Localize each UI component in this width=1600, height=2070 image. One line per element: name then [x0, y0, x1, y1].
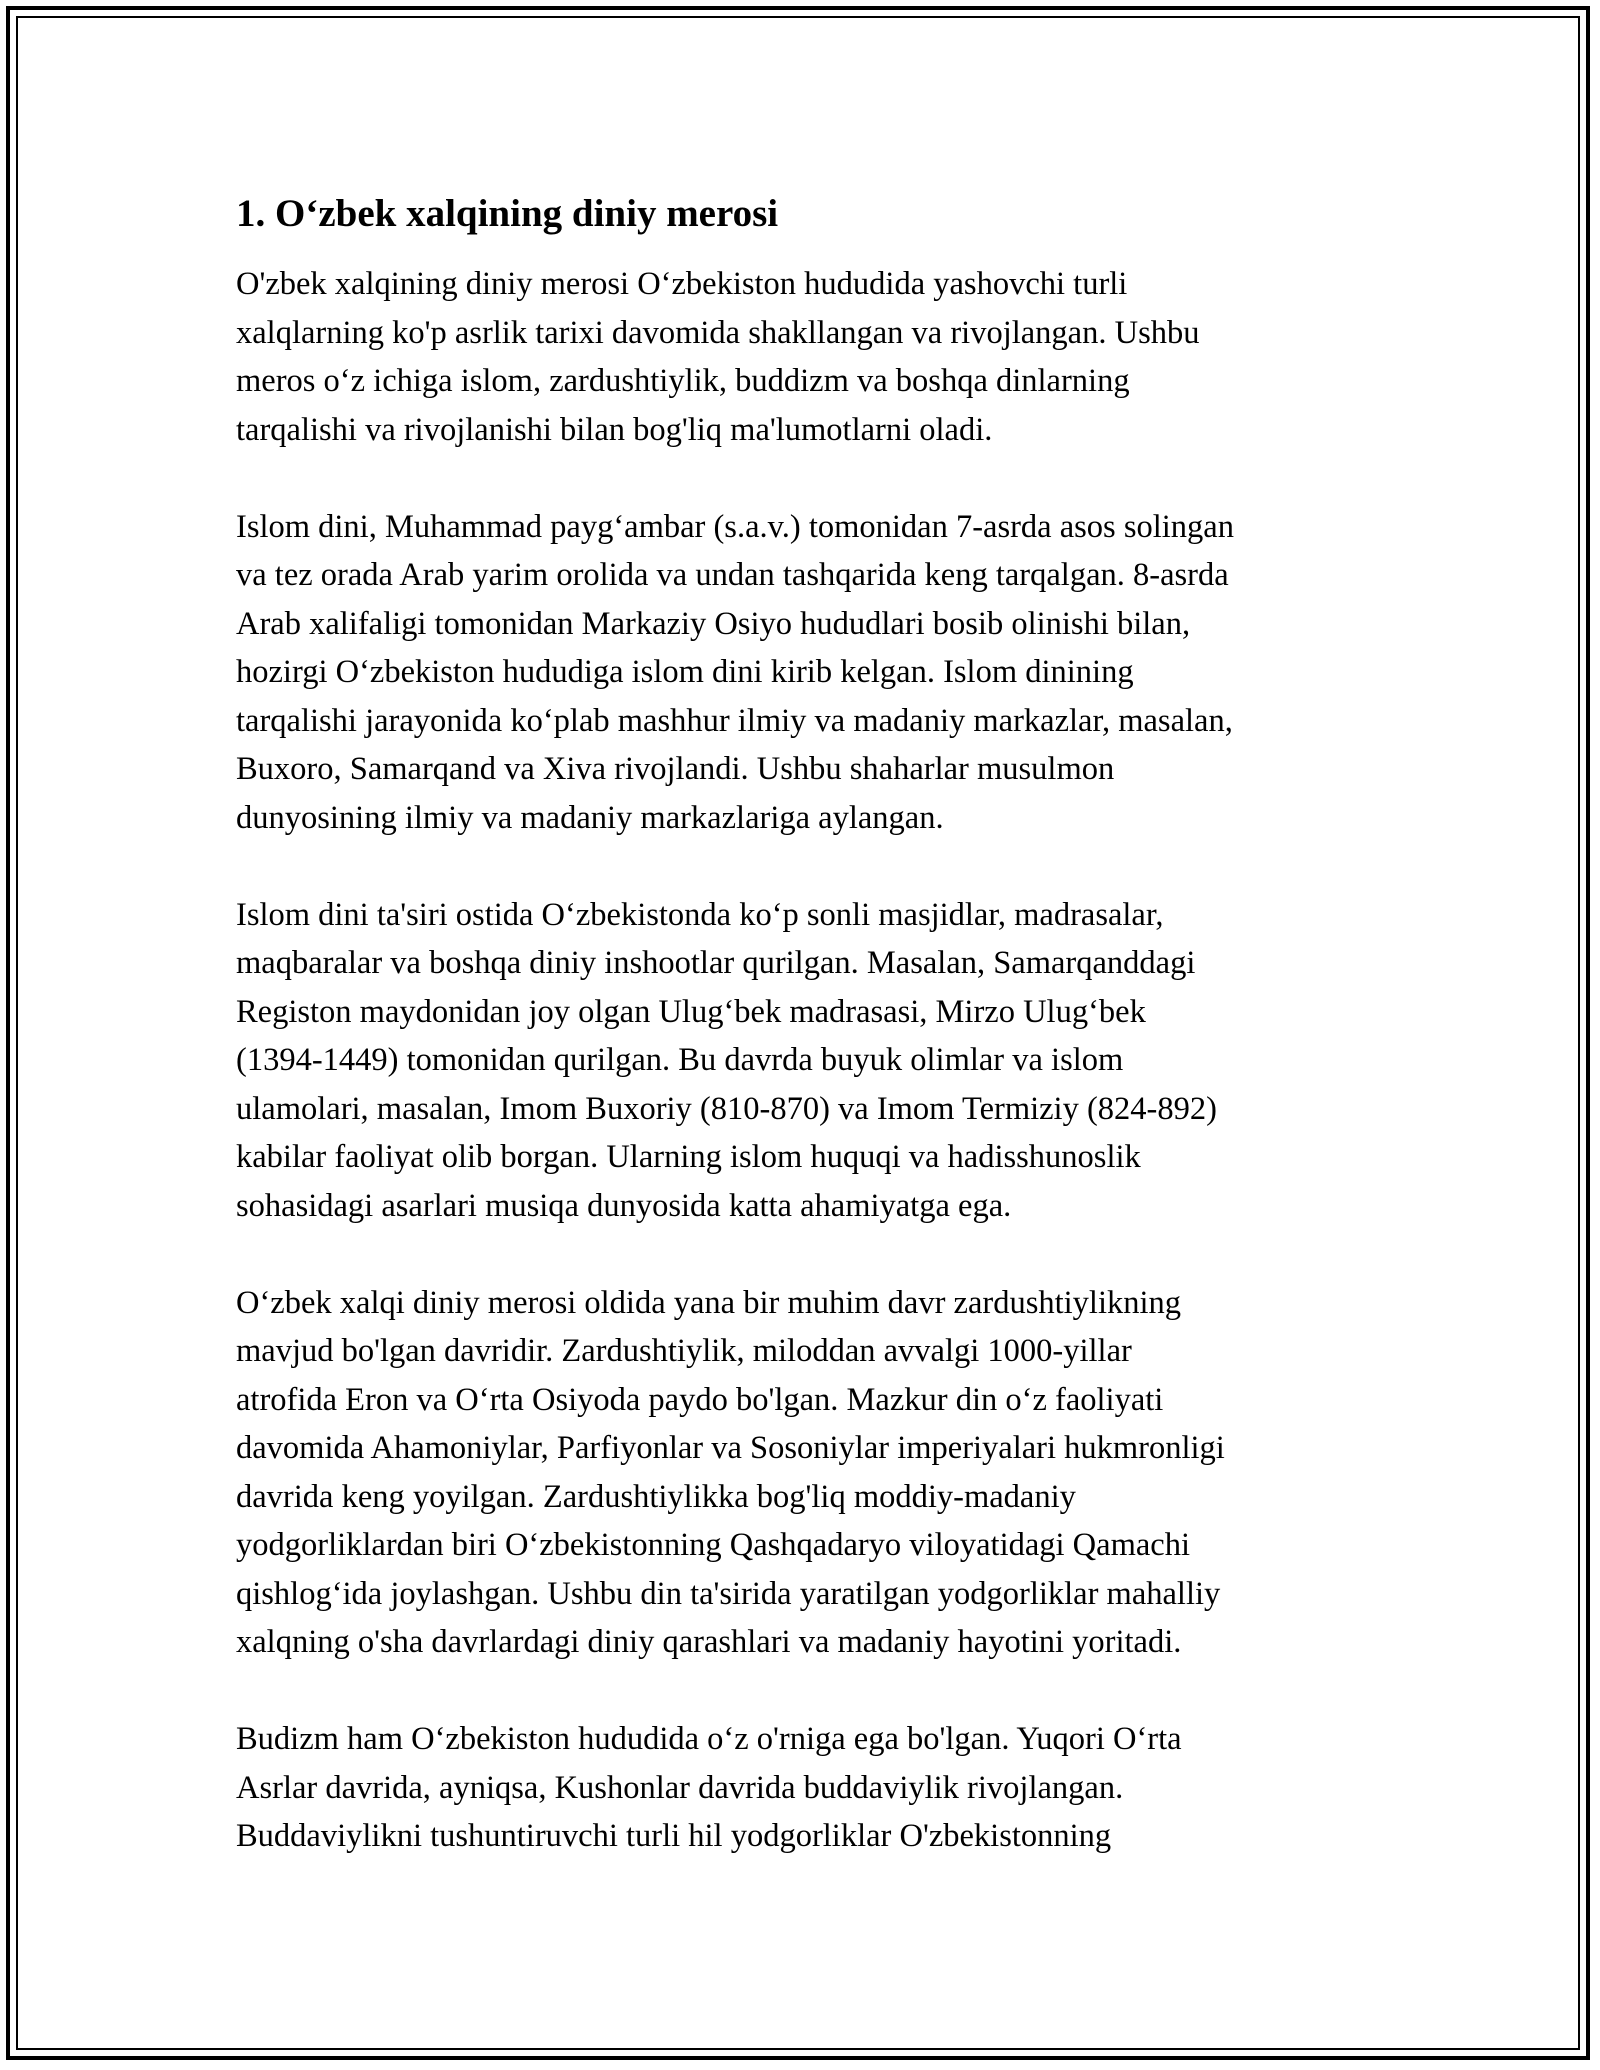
text-line: qishlog‘ida joylashgan. Ushbu din ta'sirida yaratilgan yodgorliklar mahalliy — [236, 1575, 1221, 1612]
text-line: davrida keng yoyilgan. Zardushtiylikka bog'liq moddiy-madaniy — [236, 1478, 1076, 1515]
paragraph-intro — [236, 260, 1376, 454]
text-line: Buxoro, Samarqand va Xiva rivojlandi. Ushbu shaharlar musulmon — [236, 751, 1115, 787]
text-line: tarqalishi va rivojlanishi bilan bog'liq ma'lumotlarni oladi. — [236, 411, 993, 448]
text-line: xalqlarning ko'p asrlik tarixi davomida shakllangan va rivojlangan. Ushbu — [236, 314, 1200, 351]
text-line: va tez orada Arab yarim orolida va undan tashqarida keng tarqalgan. 8-asrda — [236, 557, 1229, 593]
text-line: hozirgi O‘zbekiston hududiga islom dini kirib kelgan. Islom dinining — [236, 654, 1134, 690]
text-line: Arab xalifaligi tomonidan Markaziy Osiyo hududlari bosib olinishi bilan, — [236, 605, 1191, 642]
paragraph-buddhism — [236, 1715, 1376, 1861]
text-line: Registon maydonidan joy olgan Ulug‘bek madrasasi, Mirzo Ulug‘bek — [236, 993, 1146, 1030]
paragraph-islam — [236, 503, 1376, 843]
text-line: (1394-1449) tomonidan qurilgan. Bu davrda buyuk olimlar va islom — [236, 1042, 1124, 1078]
text-line: ulamolari, masalan, Imom Buxoriy (810-870) va Imom Termiziy (824-892) — [236, 1090, 1217, 1127]
text-line: meros o‘z ichiga islom, zardushtiylik, buddizm va boshqa dinlarning — [236, 363, 1130, 399]
text-line: atrofida Eron va O‘rta Osiyoda paydo bo'lgan. Mazkur din o‘z faoliyati — [236, 1381, 1164, 1418]
text-line: Islom dini, Muhammad payg‘ambar (s.a.v.) tomonidan 7-asrda asos solingan — [236, 508, 1234, 545]
text-line: maqbaralar va boshqa diniy inshootlar qurilgan. Masalan, Samarqanddagi — [236, 945, 1196, 981]
paragraph-monuments — [236, 891, 1376, 1231]
text-line: sohasidagi asarlari musiqa dunyosida katta ahamiyatga ega. — [236, 1187, 1012, 1224]
section-title: 1. O‘zbek xalqining diniy merosi — [236, 192, 779, 235]
text-line: Buddaviylikni tushuntiruvchi turli hil yodgorliklar O'zbekistonning — [236, 1818, 1112, 1854]
text-line: Budizm ham O‘zbekiston hududida o‘z o'rniga ega bo'lgan. Yuqori O‘rta — [236, 1721, 1182, 1757]
text-line: xalqning o'sha davrlardagi diniy qarashlari va madaniy hayotini yoritadi. — [236, 1624, 1182, 1660]
text-line: davomida Ahamoniylar, Parfiyonlar va Sosoniylar imperiyalari hukmronligi — [236, 1430, 1225, 1466]
document-body — [236, 188, 1376, 1909]
text-line: mavjud bo'lgan davridir. Zardushtiylik, miloddan avvalgi 1000-yillar — [236, 1333, 1132, 1369]
text-line: O‘zbek xalqi diniy merosi oldida yana bir muhim davr zardushtiylikning — [236, 1284, 1182, 1321]
text-line: O'zbek xalqining diniy merosi O‘zbekiston hududida yashovchi turli — [236, 266, 1128, 302]
text-line: dunyosining ilmiy va madaniy markazlariga aylangan. — [236, 799, 944, 836]
text-line: tarqalishi jarayonida ko‘plab mashhur ilmiy va madaniy markazlar, masalan, — [236, 702, 1233, 739]
text-line: Asrlar davrida, ayniqsa, Kushonlar davrida buddaviylik rivojlangan. — [236, 1769, 1124, 1806]
text-line: Islom dini ta'siri ostida O‘zbekistonda ko‘p sonli masjidlar, madrasalar, — [236, 896, 1164, 933]
paragraph-zoroastrianism — [236, 1279, 1376, 1667]
text-line: yodgorliklardan biri O‘zbekistonning Qashqadaryo viloyatidagi Qamachi — [236, 1527, 1190, 1563]
text-line: kabilar faoliyat olib borgan. Ularning islom huquqi va hadisshunoslik — [236, 1139, 1141, 1175]
